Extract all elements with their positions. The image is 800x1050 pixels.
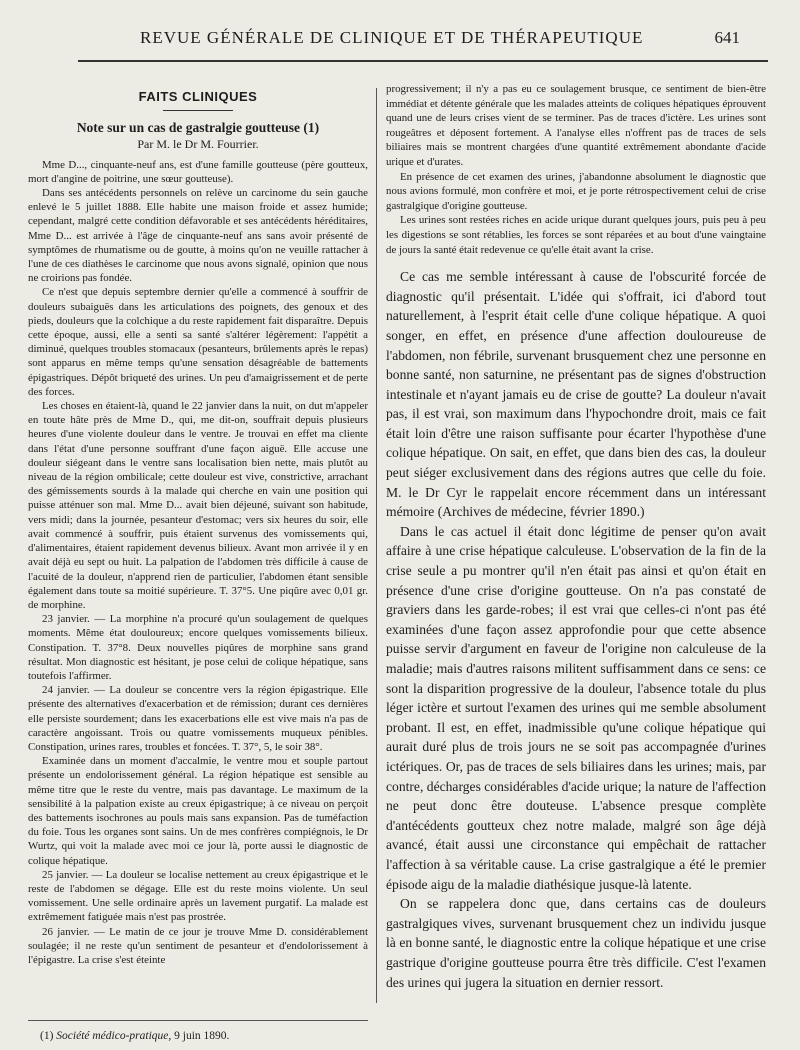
- paragraph: 24 janvier. — La douleur se concentre vers la région épigastrique. Elle présente des alternatives d'exacerbation et de rémission; durant ces dernières elle persiste sourdement; dans les exacerbations elle est vive mais n'a pas de caractère angoissant. Trois ou quatre vomissements muqueux pénibles. Constipation, urines rares, troubles et foncées. T. 37°, 5, le soir 38°.: [28, 684, 368, 753]
- paragraph: Examinée dans un moment d'accalmie, le ventre mou et souple partout présente un endolorissement général. La région hépatique est sensible au même titre que le reste du ventre, mais pas davantage. Le maximum de la sensibilité à la palpation existe au creux épigastrique; à ce niveau on perçoit des battements isochrones au pouls mais sans expansion. Pas de tuméfaction du foie. Tous les organes sont sains. Un de mes confrères compiégnois, le Dr Wurtz, qui voit la malade avec moi ce jour là, porte aussi le diagnostic de colique hépatique.: [28, 755, 368, 867]
- page-number: 641: [714, 28, 740, 47]
- paragraph: En présence de cet examen des urines, j'abandonne absolument le diagnostic que nous avions formulé, mon confrère et moi, et je porte rétrospectivement celui de crise gastralgique d'origine goutteuse.: [386, 170, 766, 212]
- small-print-block: [386, 82, 766, 257]
- header-rule: [78, 60, 768, 62]
- column-divider: [376, 88, 377, 1003]
- footnote-date: 9 juin 1890.: [174, 1030, 230, 1042]
- section-rule: [163, 110, 233, 111]
- paragraph: 26 janvier. — Le matin de ce jour je trouve Mme D. considérablement soulagée; il ne reste qu'un sentiment de pesanteur et d'endolorissement à l'épigastre. La crise s'est éteinte: [28, 925, 368, 966]
- paragraph: 25 janvier. — La douleur se localise nettement au creux épigastrique et le reste de l'abdomen se dégage. Elle est du reste moins violente. Un seul vomissement. Une selle ordinaire après un lavement purgatif. La malade est extrêmement fatiguée mais n'est pas prostrée.: [28, 868, 368, 924]
- paragraph: Dans ses antécédents personnels on relève un carcinome du sein gauche enlevé le 5 juillet 1888. Elle habite une maison froide et assez humide; cependant, malgré cette condition défavorable et ses antécédents héréditaires, Mme D... est arrivée à l'âge de cinquante-neuf ans sans avoir présenté de symptômes de rhumatisme ou de goutte, à moins qu'on ne veuille rattacher à l'une de ces diathèses le carcinome que nous avons signalé, opinion que nous ne croirions pas fondée.: [28, 187, 368, 285]
- article-title: Note sur un cas de gastralgie goutteuse (1): [76, 120, 320, 136]
- running-header: [120, 28, 760, 52]
- footnote-source: Société médico-pratique,: [56, 1030, 172, 1042]
- journal-title: REVUE GÉNÉRALE DE CLINIQUE ET DE THÉRAPEUTIQUE: [140, 28, 644, 47]
- commentary-block: [386, 267, 766, 992]
- paragraph: Ce cas me semble intéressant à cause de l'obscurité forcée de diagnostic qu'il présentait. L'idée qui s'offrait, ici d'abord tout naturellement, à l'esprit était celle d'une colique hépatique. A quoi songer, en effet, en présence d'une affection douloureuse de l'abdomen, non fébrile, survenant brusquement chez une personne en bonne santé, non saturnine, ne présentant pas de signes d'obstruction intestinale et n'ayant jamais eu de crise de goutte? La douleur n'avait pas, il est vrai, son maximum dans l'hypochondre droit, mais ce fait était loin d'être une raison suffisante pour écarter l'hypothèse d'une colique hépatique. On sait, en effet, que dans bien des cas, la douleur peut siéger exclusivement dans des régions autres que celle du foie. M. le Dr Cyr le rappelait encore récemment dans un intéressant mémoire (Archives de médecine, février 1890.): [386, 269, 766, 520]
- paragraph: Dans le cas actuel il était donc légitime de penser qu'on avait affaire à une crise hépatique calculeuse. L'observation de la fin de la crise seule a pu montrer qu'il n'en était pas ainsi et qu'on était en présence d'une crise d'origine goutteuse. On n'a pas constaté de graviers dans les garde-robes; il est vrai que celles-ci n'ont pas été examinées d'une façon assez approfondie pour que cette absence puisse servir d'argument en faveur de l'origine non calculeuse de la maladie; mais d'autres raisons militent suffisamment dans ce sens: ce sont la disparition progressive de la douleur, l'absence totale du plus léger ictère et surtout l'examen des urines qui me semble absolument probant. Il est, en effet, inadmissible qu'une colique hépatique qui aurait duré plus de trois jours ne se soit pas accompagnée d'urines ictériques. Or, pas de traces de sels biliaires dans les urines; mais, par contre, décharges considérables d'acide urique; la nature de l'affection ne peut donc être douteuse. L'absence presque complète d'antécédents goutteux chez notre malade, malgré son âge déjà avancé, était aussi une circonstance qui empêchait de rattacher l'affection à sa véritable cause. La crise gastralgique a été le premier épisode aigu de la maladie diathésique jusque-là latente.: [386, 523, 766, 892]
- paragraph: 23 janvier. — La morphine n'a procuré qu'un soulagement de quelques moments. Même état douloureux; encore quelques vomissements bilieux. Constipation. T. 37°8. Deux nouvelles piqûres de morphine sans grand résultat. Mon diagnostic est hésitant, je pose celui de colique hépatique, sans toutefois l'affirmer.: [28, 613, 368, 682]
- right-column: [386, 82, 766, 992]
- footnote-rule: [28, 1020, 368, 1021]
- paragraph: progressivement; il n'y a pas eu ce soulagement brusque, ce sentiment de bien-être immédiat et détente générale que les malades atteints de coliques hépatiques éprouvent quand une de leurs crises vient de se terminer. Pas de traces d'ictère. Les urines sont rougeâtres et déposent fortement. A l'analyse elles n'offrent pas de traces de sels biliaires mais se montrent chargées d'une quantité extrêmement abondante d'acide urique et d'urates.: [386, 83, 766, 168]
- paragraph: Les choses en étaient-là, quand le 22 janvier dans la nuit, on dut m'appeler en toute hâte près de Mme D., qui, me dit-on, souffrait depuis plusieurs heures d'une violente douleur dans le ventre. Je trouvai en effet ma cliente dans l'état d'une personne souffrant d'une façon aiguë. Elle accuse une douleur siégeant dans le ventre sans localisation bien nette, mais plutôt au niveau de la région ombilicale; cette douleur est vive, constrictive, arrachant des gémissements sourds à la malade qui cherche en vain une position qui puisse atténuer son mal. Mme D... avait bien déjeuné, suivant son habitude, vers midi; dans la journée, pesanteur d'estomac; vers six heures du soir, elle avait commencé à souffrir, puis étaient survenus des vomissements qui, d'alimentaires, étaient rapidement devenus bilieux. Avant mon arrivée il y en avait déjà eu sept ou huit. La palpation de l'abdomen très difficile à cause de l'acuité de la douleur, n'apprend rien de particulier, l'abdomen étant sensible également dans toute sa moitié supérieure. T. 37°5. Une piqûre avec 0,01 gr. de morphine.: [28, 400, 368, 611]
- paragraph: Les urines sont restées riches en acide urique durant quelques jours, puis peu à peu les digestions se sont rétablies, les forces se sont réparées et au bout d'une vaingtaine de jours la santé était redevenue ce qu'elle était avant la crise.: [386, 214, 766, 256]
- footnote-marker: (1): [40, 1030, 54, 1042]
- article-byline: Par M. le Dr M. Fourrier.: [137, 137, 259, 152]
- paragraph: Mme D..., cinquante-neuf ans, est d'une famille goutteuse (père goutteux, mort d'angine de poitrine, une sœur goutteuse).: [28, 158, 368, 185]
- paragraph: On se rappelera donc que, dans certains cas de douleurs gastralgiques vives, survenant brusquement chez un individu jusque là en bonne santé, le diagnostic entre la colique hépatique et une crise gastrique d'origine goutteuse pourra être très difficile. C'est l'examen des urines qui jugera la situation en dernier ressort.: [386, 896, 766, 990]
- footnote: [40, 1030, 229, 1042]
- paragraph: Ce n'est que depuis septembre dernier qu'elle a commencé à souffrir de douleurs subaiguës dans les articulations des poignets, des genoux et des pieds, douleurs que la colchique a du reste rapidement fait disparaître. Depuis cette époque, aussi, elle a senti sa santé s'altérer légèrement: l'appétit a diminué, quelques troubles stomacaux (pesanteurs, brûlements après le repas) sont apparus en même temps qu'une sensation désagréable de battements épigastriques. Dépôt briqueté des urines. Un peu d'amaigrissement et de perte des forces.: [28, 286, 368, 398]
- section-heading: FAITS CLINIQUES: [138, 89, 258, 104]
- left-column: [28, 82, 368, 1018]
